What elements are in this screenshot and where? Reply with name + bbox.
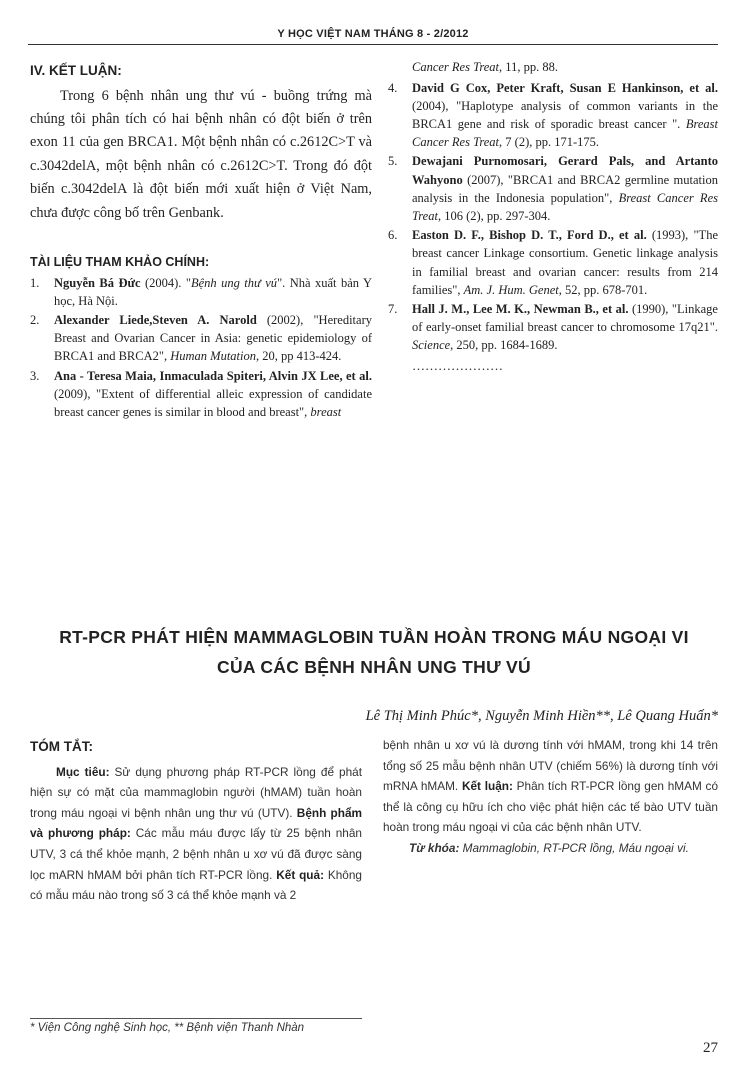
conclusion-heading: IV. KẾT LUẬN: — [30, 63, 122, 78]
reference-authors: Hall J. M., Lee M. K., Newman B., et al. — [412, 302, 629, 317]
reference-item — [30, 311, 372, 366]
article-title-line: RT-PCR PHÁT HIỆN MAMMAGLOBIN TUẦN HOÀN TRONG MÁU NGOẠI VI — [59, 627, 689, 647]
reference-authors: Ana - Teresa Maia, Inmaculada Spiteri, Alvin JX Lee, et al. — [54, 368, 372, 383]
reference-text: (1990), "Linkage of early-onset familial breast cancer to chromosome 17q21". — [412, 302, 718, 335]
reference-number: 6. — [388, 228, 398, 243]
abstract-heading: TÓM TẮT: — [30, 739, 93, 754]
affiliation-footnote: * Viện Công nghệ Sinh học, ** Bệnh viện Thanh Nhàn — [30, 1022, 305, 1034]
ellipsis-divider: ………………… — [412, 357, 503, 373]
reference-number: 2. — [30, 313, 40, 328]
header-rule — [28, 44, 718, 45]
reference-list-right — [388, 79, 718, 355]
reference-journal: Am. J. Hum. Genet — [463, 282, 559, 297]
reference-authors: Easton D. F., Bishop D. T., Ford D., et al. — [412, 228, 647, 243]
reference-text: (2009), "Extent of differential alleic expression of candidate breast cancer genes is similar in blood and breast", — [54, 386, 372, 420]
reference-text-end: ". Nhà xuất bản Y học, Hà Nội. — [54, 275, 372, 308]
right-column — [388, 58, 718, 375]
conclusion-text: Phân tích RT-PCR lồng gen hMAM có thể là công cụ hữu ích cho việc phát hiện các tế bào UTV tuần hoàn trong máu ngoại vi của các bệnh nhân UTV. — [383, 779, 719, 835]
keywords-paragraph — [383, 838, 718, 859]
reference-journal: Breast Cancer Res Treat — [412, 190, 718, 224]
reference-authors: Dewajani Purnomosari, Gerard Pals, and Artanto Wahyono — [412, 154, 718, 187]
reference-text-end: , 20, pp 413-424. — [256, 349, 342, 364]
objective-text: Sử dụng phương pháp RT-PCR lồng để phát hiện sự có mặt của mammaglobin người (hMAM) tuần hoàn trong máu ngoại vi bệnh nhân ung thư vú (UTV). — [30, 764, 362, 820]
reference-text: (1993), "The breast cancer Linkage consortium. Genetic linkage analysis in familial breast and ovarian cancer: results from 214 families", — [412, 228, 718, 297]
reference-item — [30, 367, 372, 422]
methods-text: Các mẫu máu được lấy từ 25 bệnh nhân UTV, 3 cá thể khỏe mạnh, 2 bệnh nhân u xơ vú đã được sàng lọc mARN hMAM bởi phân tích RT-PCR lồng. — [30, 826, 362, 882]
footnote-rule — [30, 1018, 362, 1019]
references-heading: TÀI LIỆU THAM KHẢO CHÍNH: — [30, 255, 210, 270]
reference-number: 1. — [30, 275, 40, 290]
reference-text: (2004). " — [140, 275, 191, 290]
reference-text: (2002), "Hereditary Breast and Ovarian Cancer in Asia: genetic epidemiology of BRCA1 and BRCA2", — [54, 313, 372, 364]
reference-number: 4. — [388, 80, 398, 95]
reference-journal: Human Mutation — [170, 349, 256, 364]
reference-text-end: , 7 (2), pp. 171-175. — [499, 135, 600, 150]
results-text-continued: bệnh nhân u xơ vú là dương tính với hMAM, trong khi 14 trên tổng số 25 mẫu bệnh nhân UTV (chiếm 56%) là dương tính với mRNA hMAM. — [383, 738, 718, 794]
reference-text-end: , 52, pp. 678-701. — [558, 282, 648, 297]
reference-title: Bệnh ung thư vú — [190, 275, 278, 290]
abstract-left-column — [30, 735, 362, 906]
running-header: Y HỌC VIỆT NAM THÁNG 8 - 2/2012 — [277, 28, 469, 40]
methods-label: Bệnh phẩm và phương pháp: — [30, 805, 362, 841]
reference-text: (2004), "Haplotype analysis of common variants in the BRCA1 gene and risk of sporadic breast cancer ". — [412, 98, 718, 131]
reference-number: 7. — [388, 302, 398, 317]
reference-item — [388, 152, 718, 225]
reference-number: 5. — [388, 154, 398, 169]
reference-item — [388, 226, 718, 299]
reference-authors: Alexander Liede,Steven A. Narold — [54, 313, 257, 328]
article-authors: Lê Thị Minh Phúc*, Nguyễn Minh Hiền**, Lê Quang Huấn* — [365, 708, 718, 724]
conclusion-paragraph: Trong 6 bệnh nhân ung thư vú - buồng trứng mà chúng tôi phân tích có hai bệnh nhân có đột biến ở trên exon 11 của gen BRCA1. Một bệnh nhân có c.2612C>T và c.3042delA, một bệnh nhân có c.2612C>T. Trong đó đột biến c.3042delA là đột biến mới xuất hiện ở Việt Nam, chưa được công bố trên Genbank. — [30, 87, 372, 221]
page-number: 27 — [703, 1040, 718, 1056]
reference-journal: breast — [310, 405, 342, 420]
reference-journal: Cancer Res Treat — [412, 60, 500, 74]
reference-journal: Science — [412, 338, 451, 353]
article-title — [40, 622, 708, 682]
reference-item — [388, 300, 718, 355]
abstract-paragraph-continued — [383, 735, 718, 838]
reference-text-end: , 106 (2), pp. 297-304. — [437, 209, 551, 224]
left-column — [30, 62, 372, 422]
reference-text-end: , 11, pp. 88. — [499, 60, 558, 74]
reference-text-end: , 250, pp. 1684-1689. — [450, 338, 558, 353]
keywords-text: Mammaglobin, RT-PCR lồng, Máu ngoại vi. — [459, 840, 689, 855]
reference-item — [30, 274, 372, 310]
keywords-label: Từ khóa: — [409, 840, 460, 855]
reference-text: (2007), "BRCA1 and BRCA2 germline mutation analysis in the Indonesia population", — [412, 172, 718, 205]
reference-number: 3. — [30, 368, 40, 383]
abstract-paragraph — [30, 762, 362, 906]
objective-label: Mục tiêu: — [56, 764, 110, 779]
reference-item — [388, 79, 718, 152]
results-label: Kết quả: — [276, 867, 325, 882]
conclusion-label: Kết luận: — [461, 779, 513, 794]
reference-list-left — [30, 274, 372, 422]
article-title-line: CỦA CÁC BỆNH NHÂN UNG THƯ VÚ — [217, 657, 531, 677]
abstract-right-column — [383, 735, 718, 859]
reference-continuation — [388, 58, 718, 77]
reference-authors: Nguyễn Bá Đức — [54, 275, 141, 290]
reference-authors: David G Cox, Peter Kraft, Susan E Hankinson, et al. — [412, 80, 718, 95]
results-text-start: Không có mẫu máu nào trong số 3 cá thể khỏe mạnh và 2 — [30, 867, 362, 903]
reference-journal: Breast Cancer Res Treat — [412, 117, 718, 150]
